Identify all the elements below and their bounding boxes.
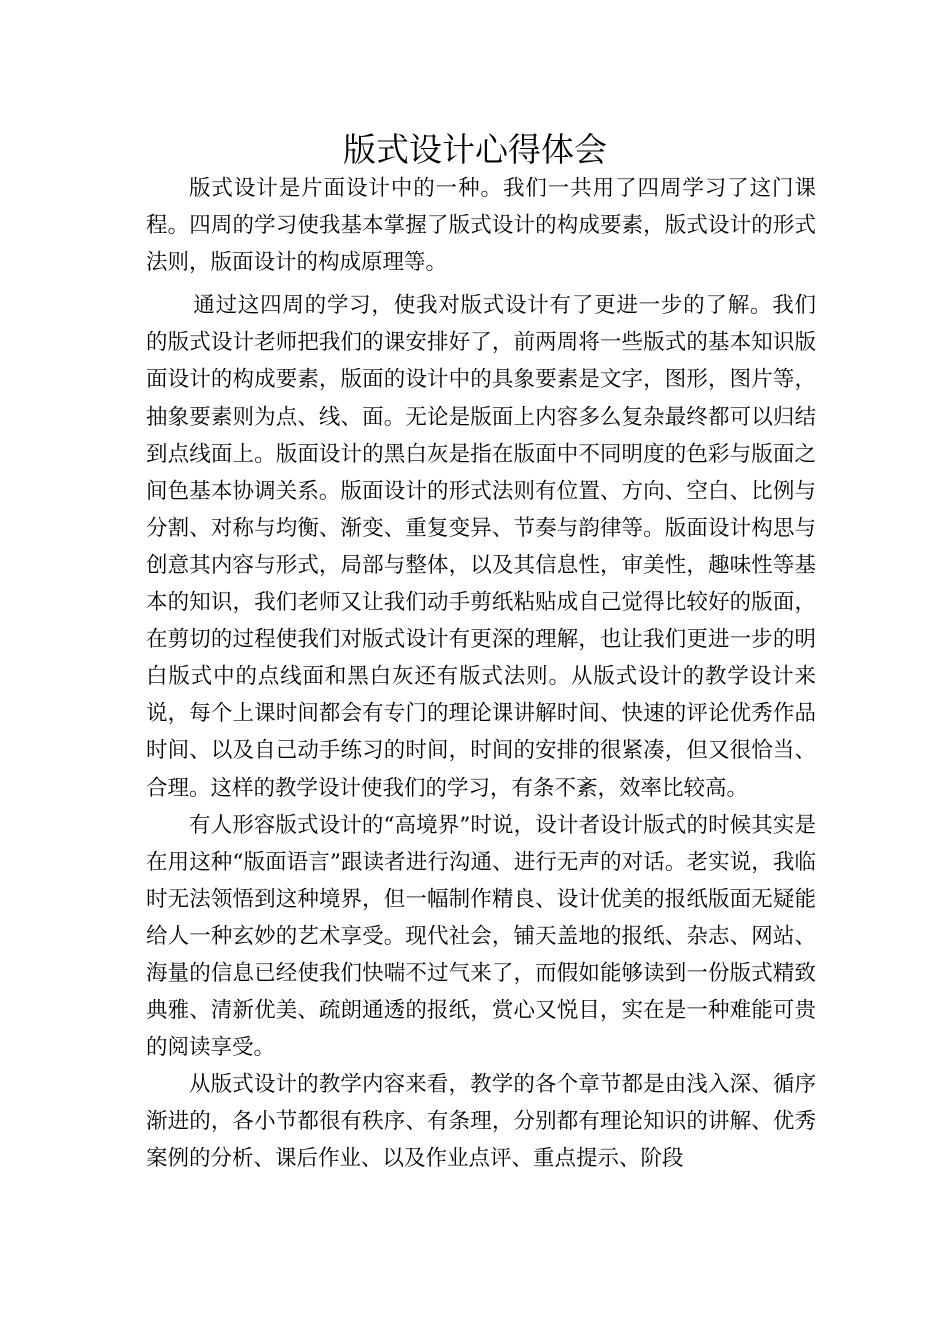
paragraph-3: 有人形容版式设计的“高境界”时说，设计者设计版式的时候其实是在用这种“版面语言”跟读者进行沟通、进行无声的对话。老实说，我临时无法领悟到这种境界，但一幅制作精良、设计优美的报纸版面无疑能给人一种玄妙的艺术享受。现代社会，铺天盖地的报纸、杂志、网站、海量的信息已经使我们快喘不过气来了，而假如能够读到一份版式精致典雅、清新优美、疏朗通透的报纸，赏心又悦目，实在是一种难能可贵的阅读享受。 — [146, 812, 816, 1061]
document-title: 版式设计心得体会 — [343, 130, 607, 169]
document-body — [146, 170, 816, 1178]
paragraph-4: 从版式设计的教学内容来看，教学的各个章节都是由浅入深、循序渐进的，各小节都很有秩序、有条理，分别都有理论知识的讲解、优秀案例的分析、课后作业、以及作业点评、重点提示、阶段 — [146, 1072, 816, 1172]
paragraph-1: 版式设计是片面设计中的一种。我们一共用了四周学习了这门课程。四周的学习使我基本掌握了版式设计的构成要素，版式设计的形式法则，版面设计的构成原理等。 — [146, 176, 816, 276]
paragraph-2: 通过这四周的学习，使我对版式设计有了更进一步的了解。我们的版式设计老师把我们的课安排好了，前两周将一些版式的基本知识版面设计的构成要素，版面的设计中的具象要素是文字，图形，图片等，抽象要素则为点、线、面。无论是版面上内容多么复杂最终都可以归结到点线面上。版面设计的黑白灰是指在版面中不同明度的色彩与版面之间色基本协调关系。版面设计的形式法则有位置、方向、空白、比例与分割、对称与均衡、渐变、重复变异、节奏与韵律等。版面设计构思与创意其内容与形式，局部与整体，以及其信息性，审美性，趣味性等基本的知识，我们老师又让我们动手剪纸粘贴成自己觉得比较好的版面，在剪切的过程使我们对版式设计有更深的理解，也让我们更进一步的明白版式中的点线面和黑白灰还有版式法则。从版式设计的教学设计来说，每个上课时间都会有专门的理论课讲解时间、快速的评论优秀作品时间、以及自己动手练习的时间，时间的安排的很紧凑，但又很恰当、合理。这样的教学设计使我们的学习，有条不紊，效率比较高。 — [146, 293, 816, 801]
